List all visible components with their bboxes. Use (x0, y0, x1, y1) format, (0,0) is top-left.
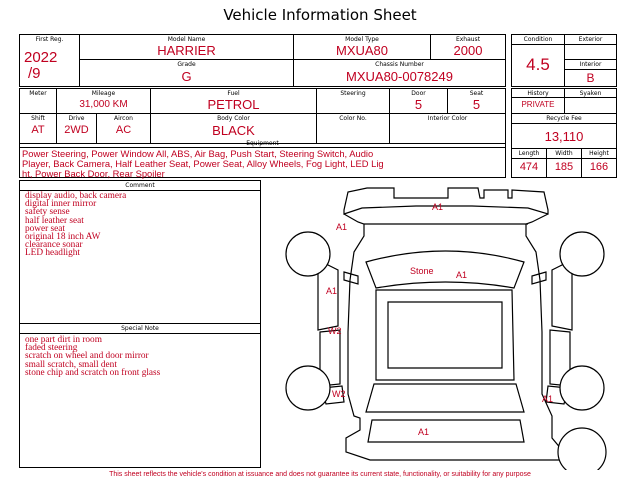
condition-box (511, 34, 617, 87)
drive-label: Drive (68, 115, 85, 122)
aircon-label: Aircon (114, 115, 133, 122)
model-name-value: HARRIER (157, 43, 216, 58)
model-type-cell (294, 35, 431, 60)
history-divider (512, 97, 564, 98)
sheet-title: Vehicle Information Sheet (223, 6, 417, 24)
history-label: History (527, 90, 549, 97)
comment-item: half leather seat (25, 215, 84, 226)
left-front-fender (318, 264, 338, 330)
model-type-value: MXUA80 (335, 43, 389, 58)
exhaust-label: Exhaust (455, 36, 481, 43)
special-note-item: one part dirt in room (25, 335, 102, 345)
aircon-cell (97, 114, 151, 143)
chassis-cell (294, 60, 505, 86)
height-divider (582, 158, 616, 159)
equipment-label: Equipment (246, 140, 279, 147)
length-divider (512, 158, 546, 159)
condition-value: 4.5 (526, 55, 550, 74)
steering-label: Steering (340, 90, 366, 97)
mark-left-w2: W2 (328, 326, 342, 336)
comment-item: digital inner mirror (25, 199, 97, 210)
exhaust-cell (431, 35, 505, 60)
syaken-divider (565, 97, 616, 98)
grade-value: G (181, 69, 192, 84)
length-cell (512, 149, 547, 177)
exterior-divider (565, 44, 616, 45)
seat-value: 5 (472, 97, 481, 112)
meter-label: Meter (29, 90, 47, 97)
condition-cell (512, 35, 565, 86)
fuel-value: PETROL (207, 97, 260, 112)
front-right-wheel (560, 232, 604, 276)
height-cell (582, 149, 616, 177)
interior-cell (565, 60, 616, 86)
roof-inner (388, 302, 502, 368)
condition-divider (512, 44, 564, 45)
model-name-label: Model Name (167, 36, 206, 43)
rear-bumper (368, 420, 524, 442)
model-name-cell (80, 35, 294, 60)
body-color-cell (151, 114, 317, 143)
comment-label: Comment (125, 182, 155, 189)
comment-item: clearance sonar (25, 240, 83, 251)
equipment-line-3: ht, Power Back Door, Rear Spoiler (22, 168, 165, 179)
shift-cell (20, 114, 57, 143)
mark-rear-a1: A1 (418, 427, 430, 437)
width-divider (547, 158, 581, 159)
chassis-value: MXUA80-0078249 (346, 69, 453, 84)
shift-label: Shift (31, 115, 45, 122)
seat-cell (448, 89, 505, 114)
mileage-value: 31,000 KM (79, 99, 128, 110)
drive-cell (57, 114, 97, 143)
mark-rear-right-a1: A1 (542, 394, 554, 404)
rear-window-outline (366, 384, 524, 412)
door-cell (390, 89, 448, 114)
mark-stone: Stone (410, 266, 434, 276)
equipment-text (22, 149, 496, 179)
grade-cell (80, 60, 294, 86)
condition-label: Condition (523, 36, 553, 43)
grade-label: Grade (177, 61, 196, 68)
recycle-divider (512, 123, 616, 124)
comment-list (25, 192, 126, 258)
interior-color-label: Interior Color (427, 115, 468, 122)
special-note-item: scratch on wheel and door mirror (25, 351, 149, 362)
aircon-value: AC (115, 124, 132, 136)
exhaust-value: 2000 (453, 43, 483, 58)
comment-item: original 18 inch AW (25, 232, 101, 243)
right-mirror (532, 272, 546, 284)
spare-wheel (558, 428, 606, 470)
equipment-line-2: Player, Back Camera, Half Leather Seat, Power Seat, Alloy Wheels, Fog Light, LED Lig (22, 158, 384, 169)
mark-rear-left-w2: W2 (332, 389, 346, 399)
history-cell (512, 89, 565, 114)
exterior-cell (565, 35, 616, 60)
history-box (511, 88, 617, 178)
door-value: 5 (414, 97, 423, 112)
equipment-box (19, 140, 506, 179)
body-color-label: Body Color (217, 115, 250, 122)
roof-outline (376, 290, 514, 380)
mark-front-a1: A1 (432, 202, 444, 212)
interior-divider (565, 69, 616, 70)
height-value: 166 (589, 161, 609, 173)
mark-left-a1: A1 (326, 286, 338, 296)
special-note-item: faded steering (25, 343, 78, 354)
mileage-label: Mileage (91, 90, 116, 97)
mark-windshield-a1: A1 (456, 270, 468, 280)
color-no-label: Color No. (339, 115, 367, 122)
model-type-label: Model Type (345, 36, 379, 43)
steering-cell (317, 89, 390, 114)
width-cell (547, 149, 582, 177)
seat-label: Seat (469, 90, 484, 97)
car-damage-diagram (262, 180, 637, 470)
shift-value: AT (31, 124, 45, 136)
first-reg-label: First Reg. (35, 36, 64, 43)
drive-value: 2WD (64, 124, 89, 136)
mark-corner-a1: A1 (336, 222, 348, 232)
length-value: 474 (519, 161, 539, 173)
exterior-label: Exterior (578, 36, 603, 43)
right-front-fender (552, 264, 572, 330)
header-box (19, 34, 506, 87)
rear-right-wheel (560, 366, 604, 410)
body-color-value: BLACK (212, 123, 255, 138)
comment-item: safety sense (25, 207, 70, 218)
width-value: 185 (554, 161, 574, 173)
special-note-box (19, 324, 261, 468)
recycle-fee-label: Recycle Fee (546, 115, 582, 122)
special-note-item: stone chip and scratch on front glass (25, 367, 161, 378)
recycle-fee-value: 13,110 (544, 129, 584, 144)
color-no-cell (317, 114, 390, 143)
syaken-label: Syaken (579, 90, 602, 97)
meter-cell (20, 89, 57, 114)
first-reg-month: /9 (28, 65, 41, 82)
fuel-cell (151, 89, 317, 114)
first-reg-cell (20, 35, 80, 86)
first-reg-year: 2022 (24, 49, 58, 66)
interior-value: B (586, 71, 595, 85)
height-label: Height (589, 150, 609, 157)
windshield-outline (366, 251, 524, 288)
equipment-line-1: Power Steering, Power Window All, ABS, Air Bag, Push Start, Steering Switch, Audio (22, 148, 374, 159)
front-left-wheel (286, 232, 330, 276)
chassis-label: Chassis Number (375, 61, 424, 68)
spec-box (19, 88, 506, 144)
special-note-list (25, 336, 160, 377)
sheet-footer: This sheet reflects the vehicle's condition at issuance and does not guarantee its current state, functionality, or suitability for any purpose (109, 471, 531, 478)
comment-item: LED headlight (25, 248, 80, 259)
special-note-item: small scratch, small dent (25, 359, 117, 370)
special-note-divider (20, 333, 260, 334)
comment-item: power seat (25, 223, 66, 234)
syaken-cell (565, 89, 616, 114)
rear-left-wheel (286, 366, 330, 410)
front-bumper-outline (344, 188, 548, 214)
left-mirror (344, 272, 358, 284)
history-value: PRIVATE (521, 100, 555, 109)
recycle-fee-cell (512, 114, 616, 149)
interior-label: Interior (579, 61, 602, 68)
length-label: Length (518, 150, 540, 157)
interior-color-cell (390, 114, 505, 143)
door-label: Door (411, 90, 426, 97)
mileage-cell (57, 89, 151, 114)
fuel-label: Fuel (227, 90, 240, 97)
comment-item: display audio, back camera (25, 191, 127, 201)
comment-box (19, 180, 261, 324)
width-label: Width (555, 150, 573, 157)
special-note-label: Special Note (121, 325, 159, 332)
